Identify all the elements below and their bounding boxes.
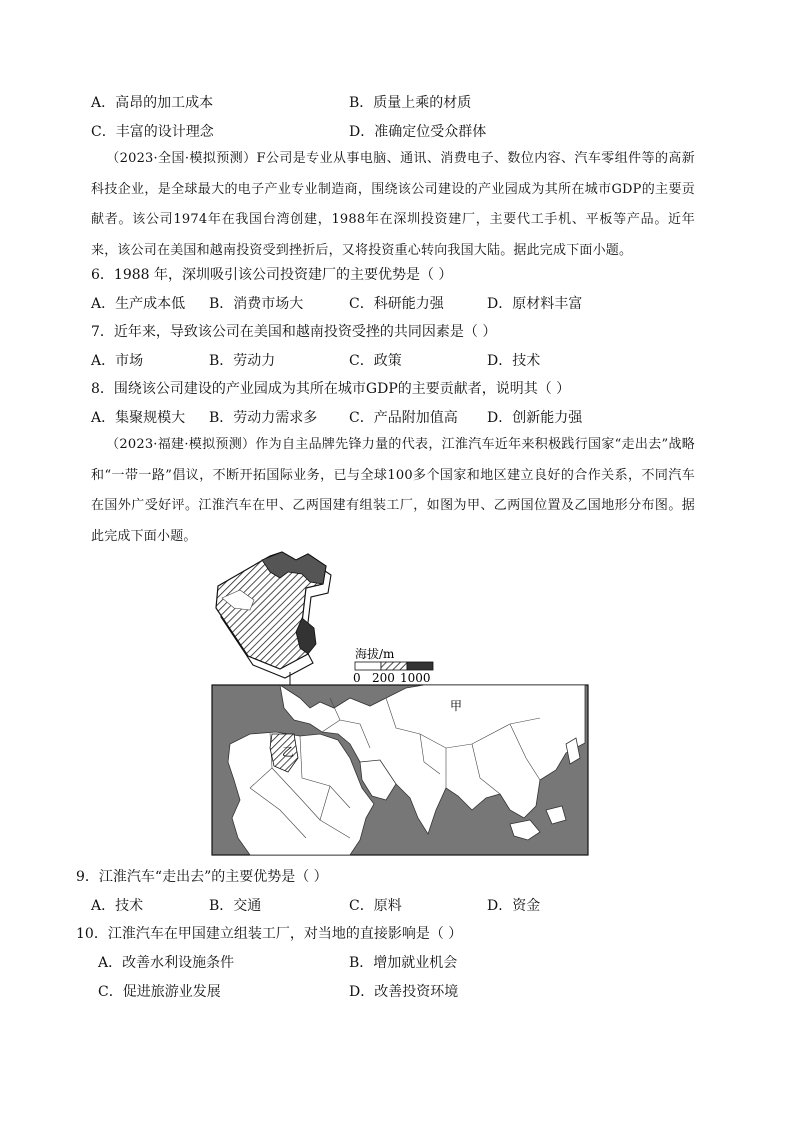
legend-title: 海拔/m (355, 647, 395, 661)
legend-tick-0: 0 (353, 671, 361, 685)
legend-tick-200: 200 (372, 671, 395, 685)
map-svg (210, 548, 590, 856)
label-yi: 乙 (282, 745, 295, 759)
q10-option-c: C．促进旅游业发展 (98, 984, 221, 1000)
label-jia: 甲 (450, 699, 463, 713)
q10-option-b: B．增加就业机会 (349, 955, 458, 971)
q7-option-b: B．劳动力 (209, 353, 276, 369)
q5-option-b: B．质量上乘的材质 (349, 95, 472, 111)
q8-stem: 8．围绕该公司建设的产业园成为其所在城市GDP的主要贡献者，说明其（ ） (91, 381, 571, 397)
elevation-legend (353, 646, 433, 685)
passage-1-text: （2023·全国·模拟预测）F公司是专业从事电脑、通讯、消费电子、数位内容、汽车零组件等的高新科技企业，是全球最大的电子产业专业制造商，围绕该公司建设的产业园成为其所在城市GDP的主要贡献者。该公司1974年在我国台湾创建，1988年在深圳投资建厂，主要代工手机、平板等产品。近年来，该公司在美国和越南投资受到挫折后，又将投资重心转向我国大陆。据此完成下面小题。 (91, 151, 695, 258)
q6-option-a: A．生产成本低 (91, 296, 186, 312)
q8-option-d: D．创新能力强 (487, 410, 583, 426)
q9-option-d: D．资金 (487, 898, 541, 914)
q7-option-c: C．政策 (349, 353, 402, 369)
passage-1 (91, 144, 695, 266)
q9-stem: 9．江淮汽车“走出去”的主要优势是（ ） (76, 869, 328, 885)
legend-swatch-mid (381, 662, 407, 670)
q6-stem: 6．1988 年，深圳吸引该公司投资建厂的主要优势是（ ） (91, 267, 453, 283)
q10-option-a: A．改善水利设施条件 (98, 955, 235, 971)
q9-option-c: C．原料 (349, 898, 402, 914)
q7-option-a: A．市场 (91, 353, 144, 369)
q9-option-a: A．技术 (91, 898, 144, 914)
q5-option-c: C．丰富的设计理念 (91, 124, 214, 140)
q9-option-b: B．交通 (209, 898, 262, 914)
q6-option-b: B．消费市场大 (209, 296, 304, 312)
q7-option-d: D．技术 (487, 353, 541, 369)
q8-option-a: A．集聚规模大 (91, 410, 186, 426)
q5-option-a: A．高昂的加工成本 (91, 95, 214, 111)
q10-option-d: D．改善投资环境 (349, 984, 459, 1000)
q7-stem: 7．近年来，导致该公司在美国和越南投资受挫的共同因素是（ ） (91, 324, 497, 340)
q8-option-b: B．劳动力需求多 (209, 410, 318, 426)
q8-option-c: C．产品附加值高 (349, 410, 458, 426)
map-figure (210, 548, 590, 856)
passage-2 (91, 430, 695, 552)
passage-2-text: （2023·福建·模拟预测）作为自主品牌先锋力量的代表，江淮汽车近年来积极践行国家“走出去”战略和“一带一路”倡议，不断开拓国际业务，已与全球100多个国家和地区建立良好的合作关系，不同汽车在国外广受好评。江淮汽车在甲、乙两国建有组装工厂，如图为甲、乙两国位置及乙国地形分布图。据此完成下面小题。 (91, 437, 695, 544)
legend-swatch-low (355, 662, 381, 670)
legend-tick-1000: 1000 (400, 671, 431, 685)
q10-stem: 10．江淮汽车在甲国建立组装工厂，对当地的直接影响是（ ） (76, 926, 463, 942)
q5-option-d: D．准确定位受众群体 (349, 124, 487, 140)
q6-option-d: D．原材料丰富 (487, 296, 583, 312)
q6-option-c: C．科研能力强 (349, 296, 444, 312)
legend-swatch-high (407, 662, 433, 670)
world-map (212, 685, 588, 855)
